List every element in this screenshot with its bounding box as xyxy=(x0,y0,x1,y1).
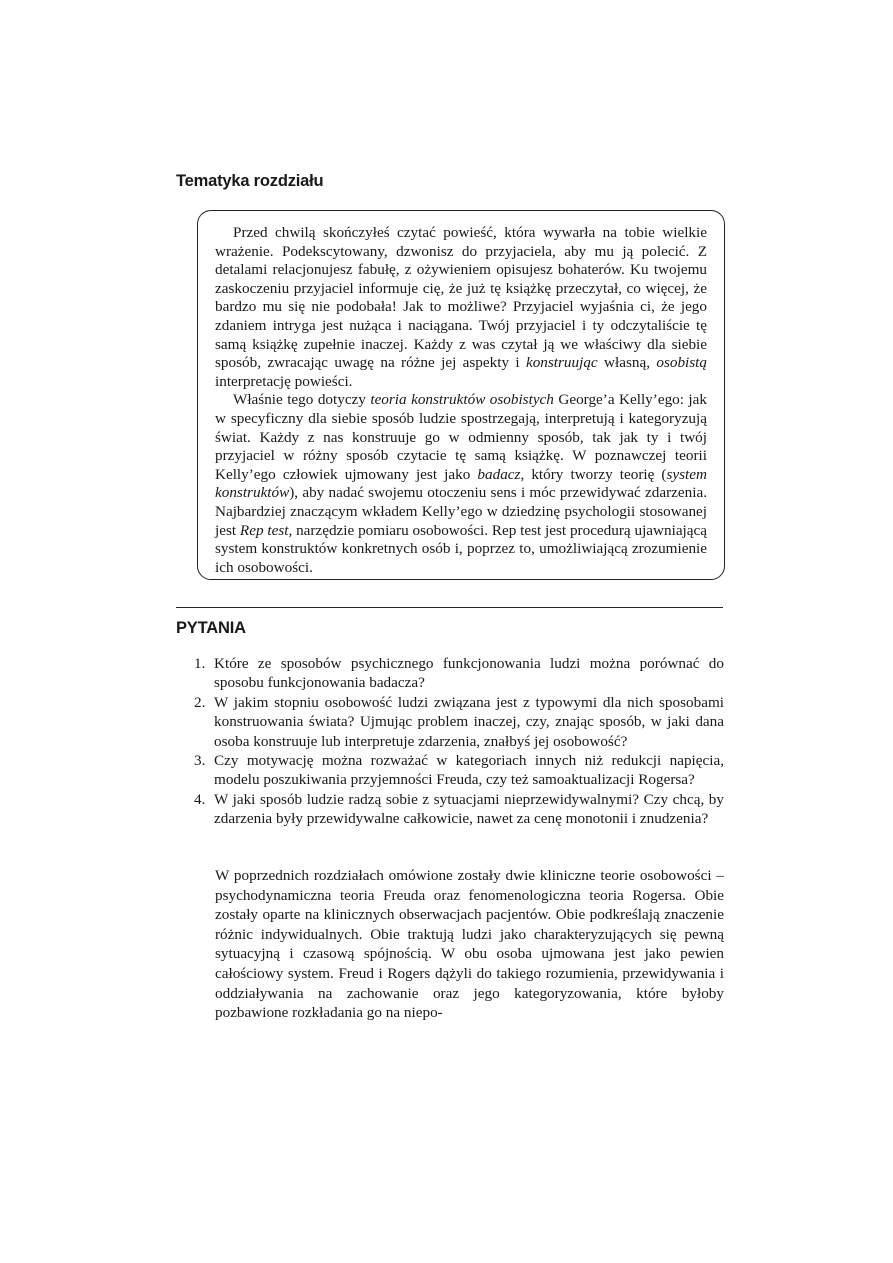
question-text: W jaki sposób ludzie radzą sobie z sytuacjami nieprzewidywalnymi? Czy chcą, by zdarzenia były przewidywalne całkowicie, nawet za cenę monotonii i znudzenia? xyxy=(214,790,724,828)
question-text: Czy motywację można rozważać w kategoriach innych niż redukcji napięcia, modelu poszukiwania przyjemności Freuda, czy też samoaktualizacji Rogersa? xyxy=(214,752,724,789)
intro-text-run: ), aby nadać swojemu otoczeniu sens i móc przewidywać zdarzenia. Najbardziej znaczącym wkładem Kelly’ego w dziedzinę psychologii stosowanej jest xyxy=(215,484,707,539)
section-divider xyxy=(176,607,723,608)
intro-text-run: , narzędzie pomiaru osobowości. Rep test jest procedurą ujawniającą system konstruktów konkretnych osób i, poprzez to, umożliwiającą zrozumienie ich osobowości. xyxy=(215,521,707,576)
intro-italic-term: osobistą xyxy=(656,354,707,372)
intro-text-run: Właśnie tego dotyczy xyxy=(233,391,371,409)
intro-text-run: , który tworzy teorię ( xyxy=(520,465,667,483)
questions-list xyxy=(194,654,724,829)
intro-italic-term: system konstruktów xyxy=(215,465,707,502)
intro-paragraph xyxy=(215,391,707,577)
intro-italic-term: badacz xyxy=(477,465,521,483)
intro-text-run: Przed chwilą skończyłeś czytać powieść, która wywarła na tobie wielkie wrażenie. Podekscytowany, dzwonisz do przyjaciela, aby mu ją polecić. Z detalami relacjonujesz fabułę, z ożywieniem opisujesz bohaterów. Ku twojemu zaskoczeniu przyjaciel informuje cię, że już tę książkę przeczytał, co więcej, że bardzo mu się nie podobała! Jak to możliwe? Przyjaciel wyjaśnia ci, że jego zdaniem intryga jest nużąca i naciągana. Twój przyjaciel i ty odczytaliście tę samą książkę zupełnie inaczej. Każdy z was czytał ją we właściwy dla siebie sposób, zwracając uwagę na różne jej aspekty i xyxy=(215,224,707,372)
question-item xyxy=(194,693,724,751)
question-item xyxy=(194,790,724,829)
body-paragraph: W poprzednich rozdziałach omówione zostały dwie kliniczne teorie osobowości – psychodynamiczna teoria Freuda oraz fenomenologiczna teoria Rogersa. Obie zostały oparte na klinicznych obserwacjach pacjentów. Obie podkreślają znaczenie różnic indywidualnych. Obie traktują ludzi jako charakteryzujących się pewną sytuacyjną i czasową spójnością. W obu osoba ujmowana jest jako pewien całościowy system. Freud i Rogers dążyli do takiego rozumienia, przewidywania i oddziaływania na zachowanie oraz jego kategoryzowania, które byłoby pozbawione rozkładania go na niepo- xyxy=(215,867,724,1022)
intro-italic-term: konstruując xyxy=(525,354,598,372)
intro-text-run: interpretację powieści. xyxy=(215,372,353,390)
intro-italic-term: Rep test xyxy=(239,521,289,539)
question-number: 1. xyxy=(194,655,206,672)
question-number: 4. xyxy=(194,790,206,808)
question-text: W jakim stopniu osobowość ludzi związana jest z typowymi dla nich sposobami konstruowania świata? Ujmując problem inaczej, czy, znając sposób, w jaki dana osoba konstruuje lub interpretuje zdarzenia, znałbyś jej osobowość? xyxy=(214,693,724,750)
question-number: 3. xyxy=(194,752,206,770)
intro-text xyxy=(215,224,707,577)
questions-title: PYTANIA xyxy=(176,619,246,637)
question-item xyxy=(194,654,724,693)
intro-paragraph xyxy=(215,224,707,391)
section-title: Tematyka rozdziału xyxy=(176,172,324,190)
question-text: Które ze sposobów psychicznego funkcjonowania ludzi można porównać do sposobu funkcjonowania badacza? xyxy=(214,655,724,692)
question-item xyxy=(194,751,724,790)
question-number: 2. xyxy=(194,693,206,711)
intro-italic-term: teoria konstruktów osobistych xyxy=(370,391,554,409)
intro-text-run: własną, xyxy=(597,354,657,372)
intro-text-run: George’a Kelly’ego: jak w specyficzny dla siebie sposób ludzie spostrzegają, interpretują i kategoryzują świat. Każdy z nas konstruuje go w odmienny sposób, tak jak ty i twój przyjaciel w różny sposób czytacie tę samą książkę. W poznawczej teorii Kelly’ego człowiek ujmowany jest jako xyxy=(215,391,707,483)
